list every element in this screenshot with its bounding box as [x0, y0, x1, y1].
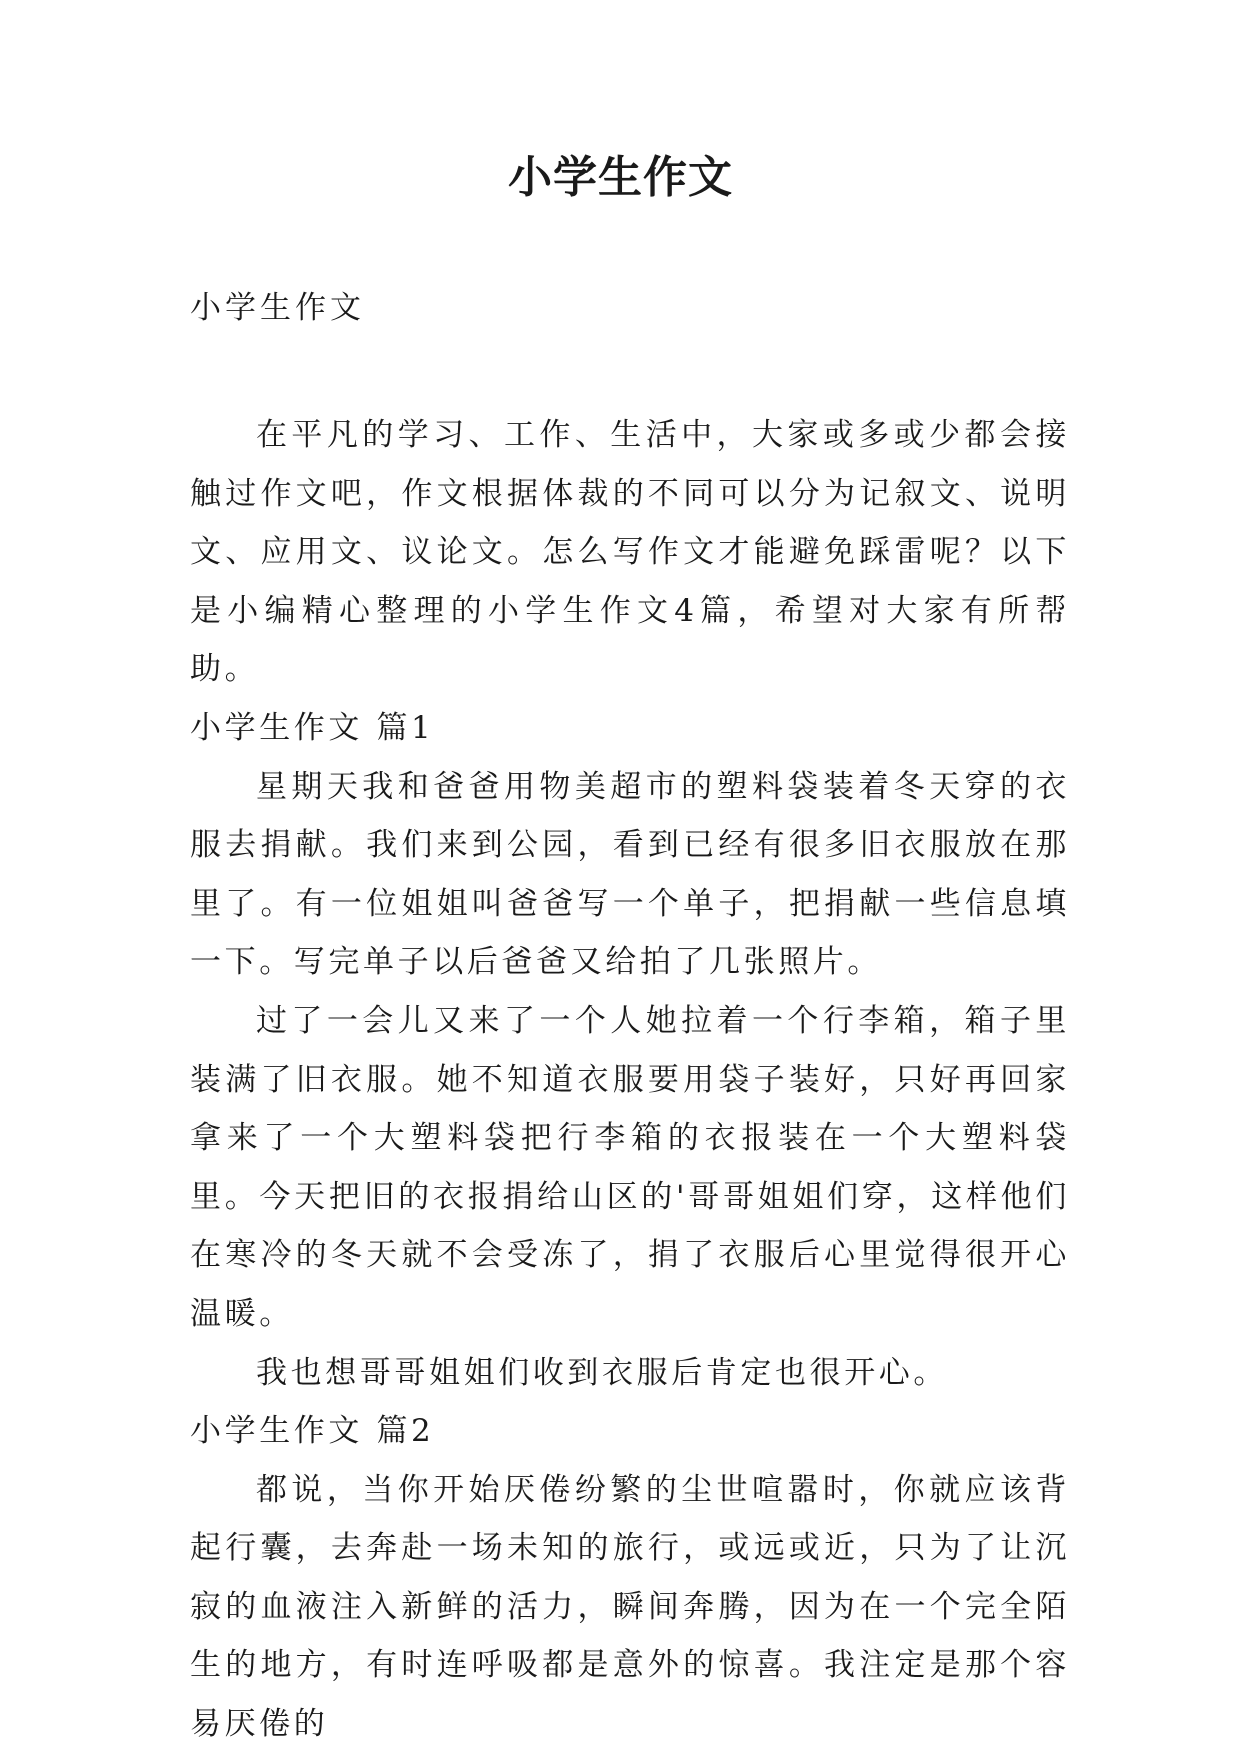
body-paragraph: 过了一会儿又来了一个人她拉着一个行李箱，箱子里装满了旧衣服。她不知道衣服要用袋子装好，只好再回家拿来了一个大塑料袋把行李箱的衣报装在一个大塑料袋里。今天把旧的衣报捐给山区的'哥哥姐姐们穿，这样他们在寒冷的冬天就不会受冻了，捐了衣服后心里觉得很开心温暖。 — [190, 1002, 1070, 1332]
section-heading: 小学生作文 篇1 — [190, 709, 435, 746]
section-heading: 小学生作文 篇2 — [190, 1413, 435, 1450]
document-subtitle: 小学生作文 — [190, 290, 365, 326]
document-body — [190, 406, 1070, 1754]
body-paragraph: 都说，当你开始厌倦纷繁的尘世喧嚣时，你就应该背起行囊，去奔赴一场未知的旅行，或远或近，只为了让沉寂的血液注入新鲜的活力，瞬间奔腾，因为在一个完全陌生的地方，有时连呼吸都是意外的惊喜。我注定是那个容易厌倦的 — [190, 1471, 1070, 1743]
intro-paragraph: 在平凡的学习、工作、生活中，大家或多或少都会接触过作文吧，作文根据体裁的不同可以分为记叙文、说明文、应用文、议论文。怎么写作文才能避免踩雷呢？以下是小编精心整理的小学生作文4篇，希望对大家有所帮助。 — [190, 417, 1070, 688]
document-title: 小学生作文 — [508, 152, 733, 203]
body-paragraph: 我也想哥哥姐姐们收到衣服后肯定也很开心。 — [256, 1354, 948, 1391]
body-paragraph: 星期天我和爸爸用物美超市的塑料袋装着冬天穿的衣服去捐献。我们来到公园，看到已经有很多旧衣服放在那里了。有一位姐姐叫爸爸写一个单子，把捐献一些信息填一下。写完单子以后爸爸又给拍了几张照片。 — [190, 768, 1070, 981]
